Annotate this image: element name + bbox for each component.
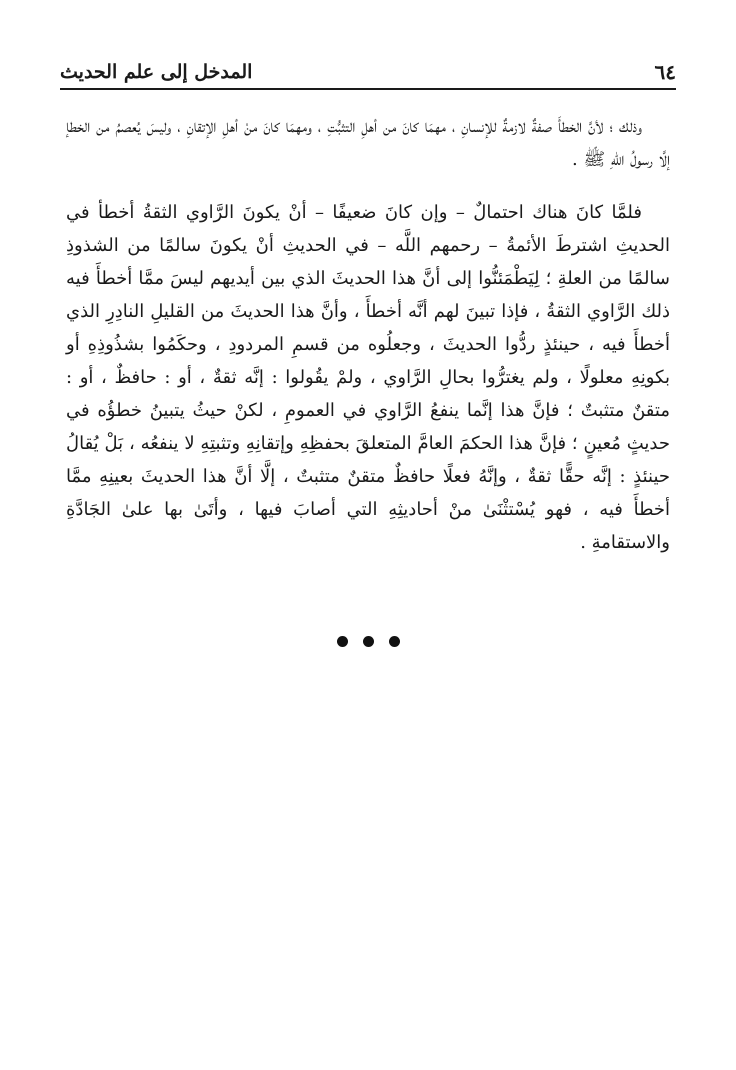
header-rule [60, 88, 676, 90]
running-title: المدخل إلى علم الحديث [60, 61, 253, 83]
section-divider [0, 636, 736, 647]
divider-dot [389, 636, 400, 647]
running-header [60, 56, 676, 86]
page-number: ٦٤ [654, 60, 676, 84]
paragraph-2: فلمَّا كانَ هناك احتمالٌ – وإن كانَ ضعيفًا – أنْ يكونَ الرَّاوي الثقةُ أخطأ في الحديثِ اشترطَ الأئمةُ – رحمهم اللَّه – في الحديثِ أنْ يكونَ سالمًا من الشذوذِ سالمًا من العلةِ ؛ لِيَطْمَئنُّوا إلى أنَّ هذا الحديثَ الذي بين أيديهم ليسَ ممَّا أخطأَ فيه ذلك الرَّاوي الثقةُ ، فإذا تبينَ لهم أنَّه أخطأَ ، وأنَّ هذا الحديثَ من القليلِ النادِرِ الذي أخطأَ فيه ، حينئذٍ ردُّوا الحديثَ ، وجعلُوه من قسمِ المردودِ ، وحكَمُوا بشذُوذِهِ أو بكونِهِ معلولًا ، ولم يغترُّوا بحالِ الرَّاوي ، ولمْ يقُولوا : إنَّه ثقةٌ ، أو : حافظٌ ، أو : متقنٌ متثبتٌ ؛ فإنَّ هذا إنَّما ينفعُ الرَّاوي في العمومِ ، لكنْ حيثُ يتبينُ خطؤُه في حديثٍ مُعينٍ ؛ فإنَّ هذا الحكمَ العامَّ المتعلقَ بحفظِهِ وإتقانِهِ وتثبتِهِ لا ينفعُه ، بَلْ يُقالُ حينئذٍ : إنَّه حقًّا ثقةٌ ، وإنَّهُ فعلًا حافظٌ متقنٌ متثبتٌ ، إلَّا أنَّ هذا الحديثَ بعينِهِ ممَّا أخطأَ فيه ، فهو يُسْتثْنَىٰ منْ أحاديثِهِ التي أصابَ فيها ، وأتَىٰ بها علىٰ الجَادَّةِ والاستقامةِ . [66, 202, 670, 553]
body-text [66, 110, 670, 559]
divider-dot [337, 636, 348, 647]
divider-dot [363, 636, 374, 647]
paragraph-1: وذلك ؛ لأنَّ الخطأَ صفةٌ لازمةٌ للإنسانِ ، مهمَا كانَ من أهلِ التثبُّتِ ، ومهمَا كانَ منْ أهلِ الإتقانِ ، وليسَ يُعصمُ من الخطإ إلَّا رسولُ اللهِ ﷺ . [66, 116, 670, 170]
